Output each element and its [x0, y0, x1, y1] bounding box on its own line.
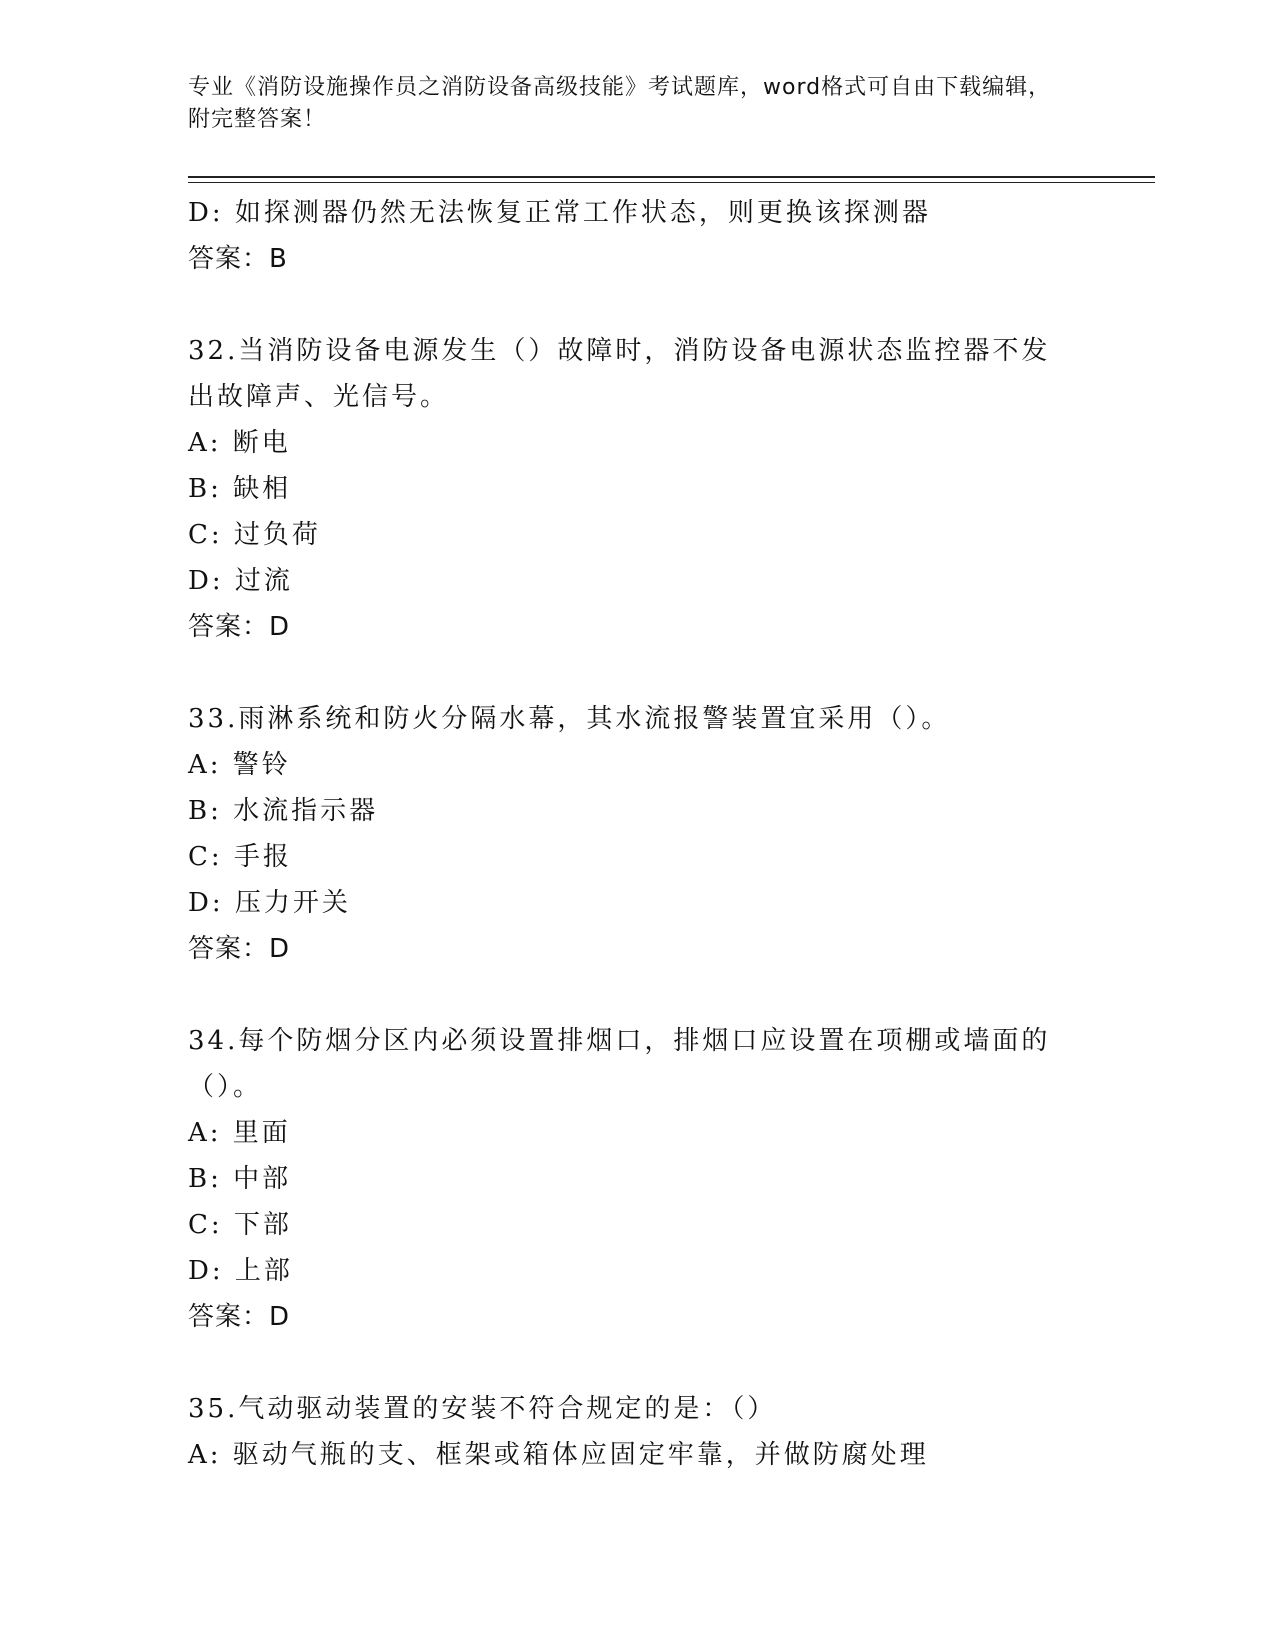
header-divider-thin [188, 182, 1155, 183]
option-b: B: 水流指示器 [188, 796, 379, 826]
answer-line: 答案：B [188, 244, 288, 274]
option-d: D: 压力开关 [188, 888, 351, 918]
question-text: 32.当消防设备电源发生（）故障时，消防设备电源状态监控器不发出故障声、光信号。 [188, 336, 1051, 412]
question-text: 33.雨淋系统和防火分隔水幕，其水流报警装置宜采用（）。 [188, 704, 951, 734]
question-32 [188, 328, 1088, 650]
header-divider-thick [188, 176, 1155, 178]
question-34 [188, 1018, 1088, 1340]
option-d: D: 过流 [188, 566, 293, 596]
answer-line: 答案：D [188, 612, 291, 642]
option-c: C: 手报 [188, 842, 292, 872]
option-d: D: 如探测器仍然无法恢复正常工作状态，则更换该探测器 [188, 198, 931, 228]
option-c: C: 下部 [188, 1210, 292, 1240]
question-33 [188, 696, 1088, 972]
option-a: A: 警铃 [188, 750, 291, 780]
question-text: 34.每个防烟分区内必须设置排烟口，排烟口应设置在项棚或墙面的（）。 [188, 1026, 1051, 1102]
question-35 [188, 1386, 1088, 1478]
option-b: B: 中部 [188, 1164, 292, 1194]
answer-line: 答案：D [188, 934, 291, 964]
option-a: A: 驱动气瓶的支、框架或箱体应固定牢靠，并做防腐处理 [188, 1440, 929, 1470]
option-c: C: 过负荷 [188, 520, 321, 550]
option-a: A: 里面 [188, 1118, 291, 1148]
answer-line: 答案：D [188, 1302, 291, 1332]
document-intro: 专业《消防设施操作员之消防设备高级技能》考试题库，word格式可自由下载编辑，附完整答案！ [188, 75, 1052, 132]
option-b: B: 缺相 [188, 474, 292, 504]
option-a: A: 断电 [188, 428, 291, 458]
option-d: D: 上部 [188, 1256, 293, 1286]
question-text: 35.气动驱动装置的安装不符合规定的是：（） [188, 1394, 777, 1424]
question-list [188, 190, 1088, 1478]
